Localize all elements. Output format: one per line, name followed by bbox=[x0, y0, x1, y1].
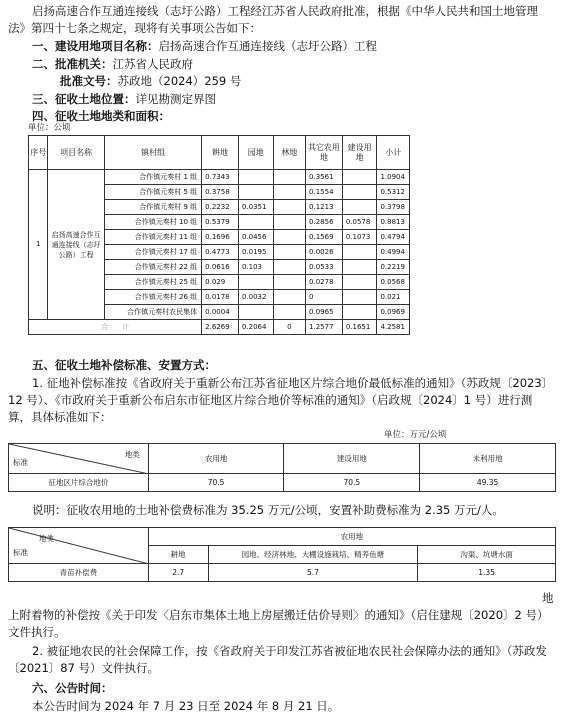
approval-number-value: 苏政地（2024）259 号 bbox=[117, 74, 242, 88]
section-land-types: 四、征收土地地类和面积： bbox=[32, 109, 170, 123]
table-row: 合作镇元奏村 26 组 0.0178 0.0032 0 0.021 bbox=[29, 290, 410, 305]
section-project-name: 一、建设用地项目名称：启扬高速合作互通连接线（志圩公路）工程 bbox=[32, 39, 377, 53]
table-row: 青苗补偿费 2.7 5.7 1.35 bbox=[9, 564, 556, 582]
header-garden-etc: 园地、经济林地、大棚设施栽培、精养鱼塘 bbox=[208, 546, 418, 564]
section-approval-authority: 二、批准机关：江苏省人民政府 bbox=[32, 57, 193, 71]
section-compensation: 五、征收土地补偿标准、安置方式： bbox=[32, 358, 216, 372]
intro-paragraph: 启扬高速合作互通连接线（志圩公路）工程经江苏省人民政府批准，根据《中华人民共和国土地管理法》第四十七条之规定，现将有关事项公告如下： bbox=[8, 4, 538, 35]
row-seq: 1 bbox=[29, 170, 48, 320]
diagonal-line bbox=[9, 528, 149, 564]
row-project-name: 启扬高速合作互通连接线（志圩公路）工程 bbox=[48, 170, 104, 320]
land-location-value: 详见勘测定界图 bbox=[135, 92, 216, 106]
std-table-header-row bbox=[9, 444, 556, 474]
header-construction-land: 建设用地 bbox=[284, 444, 420, 474]
announcement-time-paragraph: 本公告时间为 2024 年 7 月 23 日至 2024 年 8 月 21 日。 bbox=[32, 699, 340, 713]
total-label: 合 计 bbox=[29, 320, 202, 335]
table-row: 合作镇元奏村 11 组 0.1696 0.0456 0.1569 0.1073 0.4794 bbox=[29, 230, 410, 245]
table-row: 合作镇元奏村 10 组 0.5379 0.2856 0.0578 0.8813 bbox=[29, 215, 410, 230]
header-garden: 园地 bbox=[238, 136, 273, 170]
header-agri-land: 农用地 bbox=[148, 444, 284, 474]
std-table-corner: 地类 标准 bbox=[9, 444, 149, 474]
std2-table-group-row bbox=[9, 528, 556, 546]
table-row: 合作镇元奏村 9 组 0.2232 0.0351 0.1213 0.3798 bbox=[29, 200, 410, 215]
unit-label-price: 单位：万元/公顷 bbox=[384, 430, 447, 440]
section-land-location: 三、征收土地位置：详见勘测定界图 bbox=[32, 92, 216, 106]
land-table-header-row bbox=[29, 136, 410, 170]
header-cultivated: 耕地 bbox=[148, 546, 208, 564]
table-row: 合作镇元奏村 22 组 0.0616 0.103 0.0533 0.2219 bbox=[29, 260, 410, 275]
approval-authority-value: 江苏省人民政府 bbox=[112, 57, 193, 71]
header-cultivated: 耕地 bbox=[202, 136, 239, 170]
header-forest: 林地 bbox=[273, 136, 305, 170]
header-project: 项目名称 bbox=[48, 136, 104, 170]
note-paragraph: 说明：征收农用地的土地补偿费标准为 35.25 万元/公顷，安置补助费标准为 2.35 万元/人。 bbox=[32, 503, 504, 517]
header-construction: 建设用地 bbox=[342, 136, 377, 170]
header-ditch-pond: 沟渠、坑塘水面 bbox=[418, 546, 556, 564]
row-label-district-price: 征地区片综合地价 bbox=[9, 474, 149, 492]
header-unused-land: 未利用地 bbox=[420, 444, 556, 474]
table-row: 征地区片综合地价 70.5 70.5 49.35 bbox=[9, 474, 556, 492]
project-name-value: 启扬高速合作互通连接线（志圩公路）工程 bbox=[158, 39, 377, 53]
table-row: 合作镇元奏村 17 组 0.4773 0.0195 0.0026 0.4994 bbox=[29, 245, 410, 260]
unit-label-hectare: 单位：公顷 bbox=[28, 123, 71, 133]
compensation-paragraph-1: 1. 征地补偿标准按《省政府关于重新公布江苏省征地区片综合地价最低标准的通知》（苏政规〔2023〕12 号）、《市政府关于重新公布启东市征地区片综合地价等标准的通知》（启政规〔2024〕1 号）进行测算，具体标准如下： bbox=[8, 376, 554, 424]
header-agri-group: 农用地 bbox=[148, 528, 555, 546]
trailing-char: 地 bbox=[542, 591, 554, 605]
section-announcement-time: 六、公告时间： bbox=[32, 681, 113, 695]
table-row: 合作镇元奏村 25 组 0.029 0.0278 0.0568 bbox=[29, 275, 410, 290]
crop-compensation-table bbox=[8, 527, 556, 582]
table-row: 1 启扬高速合作互通连接线（志圩公路）工程 合作镇元奏村 1 组 0.7343 0.3561 1.0904 bbox=[29, 170, 410, 185]
row-label-crop-compensation: 青苗补偿费 bbox=[9, 564, 149, 582]
header-other-agri: 其它农用地 bbox=[306, 136, 343, 170]
land-area-table bbox=[28, 135, 410, 335]
header-subtotal: 小计 bbox=[377, 136, 410, 170]
land-price-standard-table bbox=[8, 443, 556, 492]
table-row: 合作镇元奏村 5 组 0.3758 0.1554 0.5312 bbox=[29, 185, 410, 200]
table-row: 合作镇元奏村农民集体 0.0004 0.0965 0.0969 bbox=[29, 305, 410, 320]
section-approval-number: 批准文号：苏政地（2024）259 号 bbox=[60, 74, 242, 88]
header-village: 镇村组 bbox=[104, 136, 201, 170]
table-total-row: 合 计 2.6269 0.2064 0 1.2577 0.1651 4.2581 bbox=[29, 320, 410, 335]
compensation-paragraph-2: 上附着物的补偿按《关于印发〈启东市集体土地上房屋搬迁估价导则〉的通知》（启住建规〔2020〕2 号）文件执行。 bbox=[8, 608, 549, 639]
compensation-paragraph-3: 2. 被征地农民的社会保障工作，按《省政府关于印发江苏省被征地农民社会保障办法的通知》（苏政发〔2021〕87 号）文件执行。 bbox=[8, 644, 547, 675]
std2-table-corner: 地类 标准 bbox=[9, 528, 149, 564]
header-seq: 序号 bbox=[29, 136, 48, 170]
